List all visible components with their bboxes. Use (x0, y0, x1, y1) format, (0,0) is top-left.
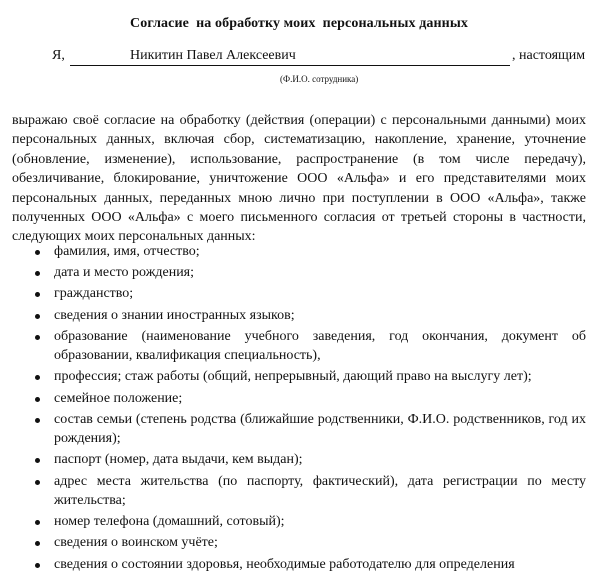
employee-name-field (70, 48, 510, 66)
list-item (0, 284, 598, 303)
list-item (0, 306, 598, 325)
bullet-icon (35, 458, 40, 463)
consent-paragraph: выражаю своё согласие на обработку (действия (операции) с персональными данными) моих персональных данных, включая сбор, систематизацию, накопление, хранение, уточнение (обновление, изменение), использование, распространение (в том числе передачу), обезличивание, блокирование, уничтожение ООО «Альфа» и его представителями моих персональных данных, переданных мною лично при поступлении в ООО «Альфа», также полученных ООО «Альфа» с моего письменного согласия от третьей стороны в частности, следующих моих персональных данных: (12, 113, 586, 245)
list-item (0, 472, 598, 511)
bullet-icon (35, 563, 40, 568)
list-item (0, 533, 598, 552)
list-item (0, 512, 598, 531)
bullet-icon (35, 520, 40, 525)
declarant-line (0, 48, 598, 68)
list-item (0, 389, 598, 408)
bullet-icon (35, 375, 40, 380)
declarant-suffix: , настоящим (512, 48, 586, 63)
ya-prefix: Я, (52, 48, 65, 63)
list-item (0, 242, 598, 261)
bullet-icon (35, 292, 40, 297)
name-caption: (Ф.И.О. сотрудника) (280, 74, 359, 84)
list-item-text: адрес места жительства (по паспорту, фактический), дата регистрации по месту жительства; (54, 473, 586, 509)
bullet-icon (35, 480, 40, 485)
list-item-text: сведения о знании иностранных языков; (54, 307, 295, 323)
list-item (0, 450, 598, 469)
list-item-text: состав семьи (степень родства (ближайшие родственники, Ф.И.О. родственников, год их рождения); (54, 411, 586, 447)
list-item (0, 367, 598, 386)
list-item (0, 327, 598, 366)
list-item (0, 263, 598, 282)
bullet-icon (35, 335, 40, 340)
list-item (0, 410, 598, 449)
list-item-text: фамилия, имя, отчество; (54, 244, 200, 259)
personal-data-list (0, 242, 598, 576)
list-item-text: сведения о состоянии здоровья, необходимые работодателю для определения (54, 556, 515, 572)
bullet-icon (35, 314, 40, 319)
list-item-text: образование (наименование учебного заведения, год окончания, документ об образовании, квалификация специальность), (54, 328, 586, 364)
bullet-icon (35, 418, 40, 423)
bullet-icon (35, 541, 40, 546)
list-item-text: паспорт (номер, дата выдачи, кем выдан); (54, 452, 303, 468)
bullet-icon (35, 250, 40, 255)
bullet-icon (35, 271, 40, 276)
list-item-text: сведения о воинском учёте; (54, 535, 218, 551)
list-item-text: номер телефона (домашний, сотовый); (54, 514, 285, 530)
employee-name: Никитин Павел Алексеевич (130, 48, 296, 63)
list-item (0, 555, 598, 574)
list-item-text: семейное положение; (54, 390, 183, 406)
document-title: Согласие на обработку моих персональных данных (130, 16, 468, 31)
bullet-icon (35, 397, 40, 402)
list-item-text: профессия; стаж работы (общий, непрерывный, дающий право на выслугу лет); (54, 369, 532, 385)
list-item-text: дата и место рождения; (54, 265, 195, 281)
list-item-text: гражданство; (54, 286, 134, 302)
